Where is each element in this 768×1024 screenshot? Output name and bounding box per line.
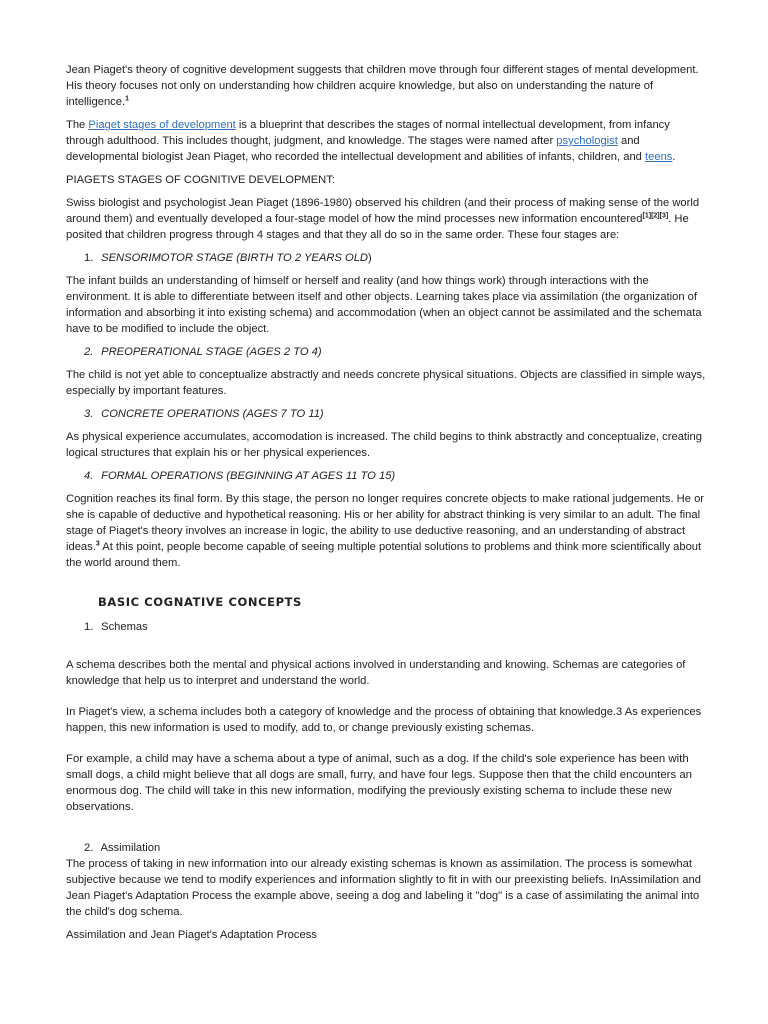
link-teens[interactable]: teens [645,151,673,163]
concept-1-heading [84,619,706,635]
stage-4-heading [84,468,706,484]
intro-text: The [66,119,89,131]
stage-3-text: As physical experience accumulates, accomodation is increased. The child begins to think abstractly and conceptualize, creating logical structures that explain his or her physical experiences. [66,431,702,459]
intro-paragraph-2 [66,117,706,165]
stage-1-text: The infant builds an understanding of himself or herself and reality (and how things work) through interactions with the environment. It is able to differentiate between itself and other objects. Learning takes place via assimilation (the organization of information and absorbing it into existing schema) and accommodation (when an object cannot be assimilated and the schemata have to be modified to include the object. [66,275,702,335]
citation-refs[interactable]: [1][2][3] [642,212,669,220]
stage-text: At this point, people become capable of seeing multiple potential solutions to problems and think more scientifically about the world around them. [66,541,702,569]
footnote-ref[interactable]: 3 [95,540,100,548]
list-number: 1. [84,621,94,633]
schemas-paragraph-1: A schema describes both the mental and physical actions involved in understanding and knowing. Schemas are categories of knowledge that help us to interpret and understand the world. [66,659,686,687]
stage-1-heading [84,250,706,266]
schemas-paragraph-2: In Piaget's view, a schema includes both a category of knowledge and the process of obtaining that knowledge.3 As experiences happen, this new information is used to modify, add to, or change previously existing schemas. [66,706,702,734]
stages-heading: PIAGETS STAGES OF COGNITIVE DEVELOPMENT: [66,174,335,186]
intro-text: is a blueprint that describes the stages of normal intellectual development, from infancy through adulthood. This includes thought, judgment, and knowledge. The stages were named after [66,119,670,147]
intro-paragraph-1 [66,62,706,110]
stage-2-text: The child is not yet able to conceptualize abstractly and needs concrete physical situations. Objects are classified in simple ways, especially by important features. [66,369,706,397]
stages-intro-text: . He posited that children progress through 4 stages and that they all do so in the same order. These four stages are: [66,213,689,241]
stages-intro-paragraph [66,195,706,243]
stages-intro-text: Swiss biologist and psychologist Jean Piaget (1896-1980) observed his children (and their process of making sense of the world around them) and eventually developed a four-stage model of how the mind processes new information encountered [66,197,700,225]
stage-2-heading [84,344,706,360]
concept-title: Schemas [101,621,148,633]
spacer [66,635,706,657]
list-number: 2. [84,842,94,854]
stage-title-tail: ) [368,252,372,264]
concept-title: Assimilation [100,842,161,854]
assimilation-paragraph-2: Assimilation and Jean Piaget's Adaptation Process [66,929,317,941]
stage-title: FORMAL OPERATIONS (BEGINNING AT AGES 11 TO 15) [101,470,396,482]
intro-text: . [672,151,676,163]
concepts-section-title: BASIC COGNATIVE CONCEPTS [98,595,302,609]
document-body [66,62,706,950]
list-number: 2. [84,346,94,358]
concept-2-heading [84,840,706,856]
stage-4-text [66,491,706,571]
stage-title: PREOPERATIONAL STAGE (AGES 2 TO 4) [101,346,322,358]
spacer [66,830,706,840]
assimilation-paragraph-1: The process of taking in new information into our already existing schemas is known as assimilation. The process is somewhat subjective because we tend to modify experiences and information slightly to fit in with our preexisting beliefs. InAssimilation and Jean Piaget's Adaptation Process the example above, seeing a dog and labeling it "dog" is a case of assimilating the animal into the child's dog schema. [66,858,701,918]
list-number: 4. [84,470,94,482]
link-psychologist[interactable]: psychologist [556,135,618,147]
intro-text: Jean Piaget's theory of cognitive development suggests that children move through four different stages of mental development. His theory focuses not only on understanding how children acquire knowledge, but also on understanding the nature of intelligence. [66,64,699,108]
stage-text: Cognition reaches its final form. By this stage, the person no longer requires concrete objects to make rational judgements. He or she is capable of deductive and hypothetical reasoning. His or her ability for abstract thinking is very similar to an adult. The final stage of Piaget's theory involves an increase in logic, the ability to use deductive reasoning, and an understanding of abstract ideas. [66,493,705,553]
stage-3-heading [84,406,706,422]
list-number: 3. [84,408,94,420]
schemas-paragraph-3: For example, a child may have a schema about a type of animal, such as a dog. If the child's sole experience has been with small dogs, a child might believe that all dogs are small, furry, and have four legs. Suppose then that the child encounters an enormous dog. The child will take in this new information, modifying the previously existing schema to include these new observations. [66,753,693,813]
list-number: 1. [84,252,94,264]
footnote-ref[interactable]: 1 [125,95,129,103]
link-piaget-stages[interactable]: Piaget stages of development [88,119,236,131]
stage-title: SENSORIMOTOR STAGE (BIRTH TO 2 YEARS OLD [101,252,369,264]
stage-title: CONCRETE OPERATIONS (AGES 7 TO 11) [101,408,324,420]
intro-text: and developmental biologist Jean Piaget, who recorded the intellectual development and abilities of infants, children, and [66,135,646,163]
